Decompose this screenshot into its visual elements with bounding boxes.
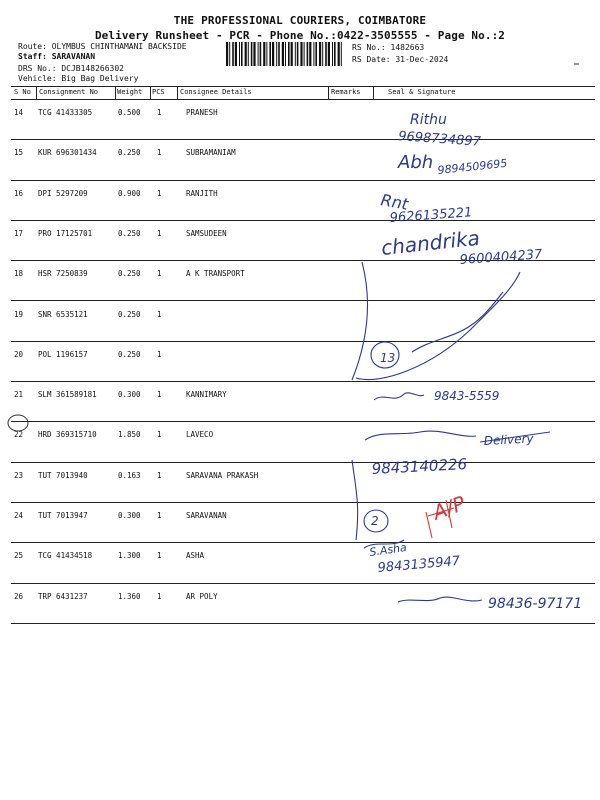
table-row xyxy=(0,261,600,301)
row-sno: 26 xyxy=(14,591,24,601)
barcode-bar xyxy=(291,42,293,66)
barcode-bar xyxy=(307,42,309,66)
barcode-bar xyxy=(235,42,237,66)
col-header-pcs: PCS xyxy=(152,88,165,96)
row-sno: 20 xyxy=(14,349,24,359)
col-header-seal: Seal & Signature xyxy=(388,88,456,96)
table-row xyxy=(0,463,600,503)
row-weight: 0.250 xyxy=(118,349,141,359)
signature-17-phone: 9600404237 xyxy=(459,247,543,268)
barcode-bar xyxy=(266,42,267,66)
signature-15-name: Abh xyxy=(398,152,434,173)
barcode-bar xyxy=(260,42,262,66)
row-sno: 17 xyxy=(14,228,24,238)
barcode-bar xyxy=(276,42,277,66)
barcode-bar xyxy=(278,42,280,66)
row-consignment-no: PRO 17125701 xyxy=(38,228,93,238)
barcode-bar xyxy=(241,42,243,66)
column-divider xyxy=(177,86,178,99)
rs-date: RS Date: 31-Dec-2024 xyxy=(352,55,449,64)
barcode-bar xyxy=(251,42,253,66)
row-pcs: 1 xyxy=(157,390,162,400)
signature-25-phone: 9843135947 xyxy=(377,553,461,576)
row-weight: 0.300 xyxy=(118,390,141,400)
row-consignee: LAVECO xyxy=(186,430,214,440)
row-consignee: PRANESH xyxy=(186,108,218,117)
row-consignee: SARAVANAN xyxy=(186,511,227,520)
barcode-bar xyxy=(338,42,340,66)
signature-21-phone: 9843-5559 xyxy=(434,389,500,403)
barcode-image xyxy=(226,42,342,66)
row-pcs: 1 xyxy=(157,188,162,198)
row-consignment-no: SLM 361589181 xyxy=(38,390,97,400)
row-weight: 0.163 xyxy=(118,470,141,480)
barcode-bar xyxy=(263,42,265,66)
document-title: THE PROFESSIONAL COURIERS, COIMBATORE xyxy=(173,14,427,27)
col-header-consignee: Consignee Details xyxy=(180,88,252,96)
barcode-bar xyxy=(319,42,321,66)
row-consignment-no: KUR 696301434 xyxy=(38,148,97,158)
table-row xyxy=(0,100,600,140)
barcode-bar xyxy=(239,42,240,66)
row-weight: 1.850 xyxy=(118,430,141,440)
col-header-remarks: Remarks xyxy=(331,88,361,96)
barcode-bar xyxy=(315,42,317,66)
row-weight: 0.500 xyxy=(118,108,141,117)
row-consignment-no: TUT 7013940 xyxy=(38,470,88,480)
staff-text: Staff: SARAVANAN xyxy=(18,52,96,61)
signature-24-mark: A/P xyxy=(429,491,469,525)
table-top-rule xyxy=(11,86,595,87)
table-row xyxy=(0,540,600,583)
signature-17-name: chandrika xyxy=(380,225,481,260)
barcode-bar xyxy=(288,42,290,66)
row-weight: 0.250 xyxy=(118,148,141,158)
signature-23-phone: 9843140226 xyxy=(371,455,468,478)
barcode-bar xyxy=(322,42,323,66)
row-consignee: SARAVANA PRAKASH xyxy=(186,470,259,480)
barcode-bar xyxy=(334,42,336,66)
col-header-sno: S No xyxy=(14,88,31,96)
row-consignment-no: HSR 7250839 xyxy=(38,269,88,279)
row-pcs: 1 xyxy=(157,148,162,158)
barcode-bar xyxy=(325,42,327,66)
drs-number: DRS No.: DCJB148266302 xyxy=(18,64,124,73)
row-consignee: SAMSUDEEN xyxy=(186,228,227,238)
barcode-bar xyxy=(313,42,314,66)
row-sno: 15 xyxy=(14,148,24,158)
row-consignee: AR POLY xyxy=(186,591,218,601)
table-row xyxy=(0,422,600,462)
row-consignment-no: HRD 369315710 xyxy=(38,430,97,440)
col-header-consignment: Consignment No xyxy=(39,88,99,96)
mark-dash xyxy=(574,63,579,65)
barcode-bar xyxy=(253,42,255,66)
barcode-bar xyxy=(269,42,271,66)
signature-16-name: Rnt xyxy=(379,190,410,214)
table-row xyxy=(0,302,600,342)
row-consignee: SUBRAMANIAM xyxy=(186,148,236,158)
row-sno: 25 xyxy=(14,551,24,561)
row-pcs: 1 xyxy=(157,108,162,117)
row-sno: 24 xyxy=(14,511,24,520)
table-row xyxy=(0,221,600,261)
signature-22-note: Delivery xyxy=(483,431,534,448)
signature-14-phone: 9698734897 xyxy=(397,129,482,150)
column-divider xyxy=(115,86,116,99)
table-row xyxy=(0,382,600,422)
row-pcs: 1 xyxy=(157,269,162,279)
barcode-bar xyxy=(332,42,333,66)
signature-16-phone: 9626135221 xyxy=(389,205,473,226)
barcode-bar xyxy=(285,42,286,66)
row-rule xyxy=(11,623,595,624)
barcode-bar xyxy=(297,42,299,66)
row-weight: 0.300 xyxy=(118,511,141,520)
row-sno: 23 xyxy=(14,470,24,480)
row-weight: 0.250 xyxy=(118,228,141,238)
row-pcs: 1 xyxy=(157,309,162,319)
row-sno: 18 xyxy=(14,269,24,279)
signature-25-name: S.Asha xyxy=(368,540,408,559)
col-header-weight: Weight xyxy=(117,88,143,96)
barcode-bar xyxy=(328,42,330,66)
barcode-bar xyxy=(258,42,259,66)
row-consignee: KANNIMARY xyxy=(186,390,227,400)
row-consignment-no: DPI 5297209 xyxy=(38,188,88,198)
table-row xyxy=(0,181,600,221)
barcode-bar xyxy=(248,42,249,66)
barcode-bar xyxy=(309,42,311,66)
document-subtitle: Delivery Runsheet - PCR - Phone No.:0422-3505555 - Page No.:2 xyxy=(94,29,506,42)
column-divider xyxy=(373,86,374,99)
barcode-bar xyxy=(229,42,230,66)
row-weight: 0.250 xyxy=(118,269,141,279)
row-sno: 16 xyxy=(14,188,24,198)
signature-19-20-circle: 13 xyxy=(380,351,396,365)
signature-15-phone: 9894509695 xyxy=(436,156,508,177)
row-consignment-no: TUT 7013947 xyxy=(38,511,88,520)
barcode-bar xyxy=(226,42,228,66)
table-row xyxy=(0,140,600,180)
row-sno: 22 xyxy=(14,430,24,440)
column-divider xyxy=(150,86,151,99)
vehicle-text: Vehicle: Big Bag Delivery xyxy=(18,74,139,83)
row-consignment-no: POL 1196157 xyxy=(38,349,88,359)
signature-24-circle: 2 xyxy=(371,514,379,528)
row-pcs: 1 xyxy=(157,430,162,440)
table-row xyxy=(0,342,600,382)
column-divider xyxy=(328,86,329,99)
barcode-bar xyxy=(272,42,274,66)
row-pcs: 1 xyxy=(157,551,162,561)
row-weight: 1.300 xyxy=(118,551,141,561)
row-weight: 0.900 xyxy=(118,188,141,198)
row-pcs: 1 xyxy=(157,511,162,520)
row-pcs: 1 xyxy=(157,591,162,601)
barcode-bar xyxy=(341,42,342,66)
row-consignment-no: TCG 41433305 xyxy=(38,108,93,117)
barcode-bar xyxy=(295,42,296,66)
row-weight: 1.360 xyxy=(118,591,141,601)
row-sno: 19 xyxy=(14,309,24,319)
barcode-bar xyxy=(304,42,305,66)
row-consignment-no: TRP 6431237 xyxy=(38,591,88,601)
barcode-bar xyxy=(232,42,234,66)
row-consignee: ASHA xyxy=(186,551,205,561)
signature-14-name: Rithu xyxy=(410,112,447,128)
table-row xyxy=(0,503,600,543)
row-sno: 14 xyxy=(14,108,24,117)
row-consignee: RANJITH xyxy=(186,188,218,198)
rs-number: RS No.: 1482663 xyxy=(352,43,425,52)
table-row xyxy=(0,584,600,624)
row-sno: 21 xyxy=(14,390,24,400)
signature-26-phone: 98436-97171 xyxy=(488,596,583,612)
row-consignment-no: TCG 41434518 xyxy=(38,551,93,561)
row-pcs: 1 xyxy=(157,349,162,359)
barcode-bar xyxy=(245,42,247,66)
row-pcs: 1 xyxy=(157,228,162,238)
row-pcs: 1 xyxy=(157,470,162,480)
column-divider xyxy=(36,86,37,99)
row-consignment-no: SNR 6535121 xyxy=(38,309,88,319)
route-text: Route: OLYMBUS CHINTHAMANI BACKSIDE xyxy=(18,42,187,51)
barcode-bar xyxy=(300,42,302,66)
row-consignee: A K TRANSPORT xyxy=(186,269,245,279)
barcode-bar xyxy=(282,42,284,66)
row-weight: 0.250 xyxy=(118,309,141,319)
